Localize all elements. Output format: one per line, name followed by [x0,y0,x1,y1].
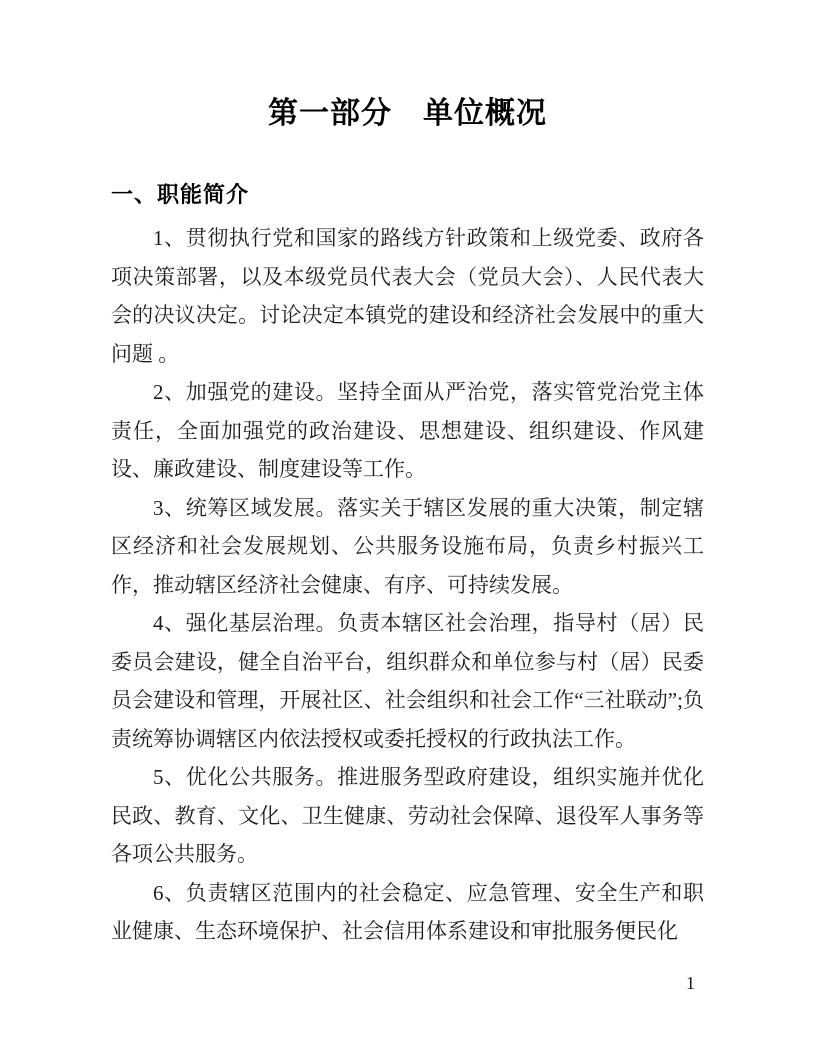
paragraph-6: 6、负责辖区范围内的社会稳定、应急管理、安全生产和职业健康、生态环境保护、社会信用体系建设和审批服务便民化 [111,880,704,943]
paragraph-3: 3、统筹区域发展。落实关于辖区发展的重大决策，制定辖区经济和社会发展规划、公共服务设施布局，负责乡村振兴工作，推动辖区经济社会健康、有序、可持续发展。 [111,495,704,597]
document-title: 第一部分 单位概况 [268,97,547,130]
paragraph-4: 4、强化基层治理。负责本辖区社会治理，指导村（居）民委员会建设，健全自治平台，组织群众和单位参与村（居）民委员会建设和管理，开展社区、社会组织和社会工作“三社联动”;负责统筹协调辖区内依法授权或委托授权的行政执法工作。 [111,611,704,751]
document-body [111,219,704,951]
paragraph-1: 1、贯彻执行党和国家的路线方针政策和上级党委、政府各项决策部署，以及本级党员代表大会（党员大会）、人民代表大会的决议决定。讨论决定本镇党的建设和经济社会发展中的重大问题 。 [111,226,704,366]
paragraph-5: 5、优化公共服务。推进服务型政府建设，组织实施并优化民政、教育、文化、卫生健康、劳动社会保障、退役军人事务等各项公共服务。 [111,765,704,866]
page-number: 1 [686,973,695,993]
section-heading: 一、职能简介 [111,182,250,207]
paragraph-2: 2、加强党的建设。坚持全面从严治党，落实管党治党主体责任，全面加强党的政治建设、思想建设、组织建设、作风建设、廉政建设、制度建设等工作。 [111,380,704,481]
